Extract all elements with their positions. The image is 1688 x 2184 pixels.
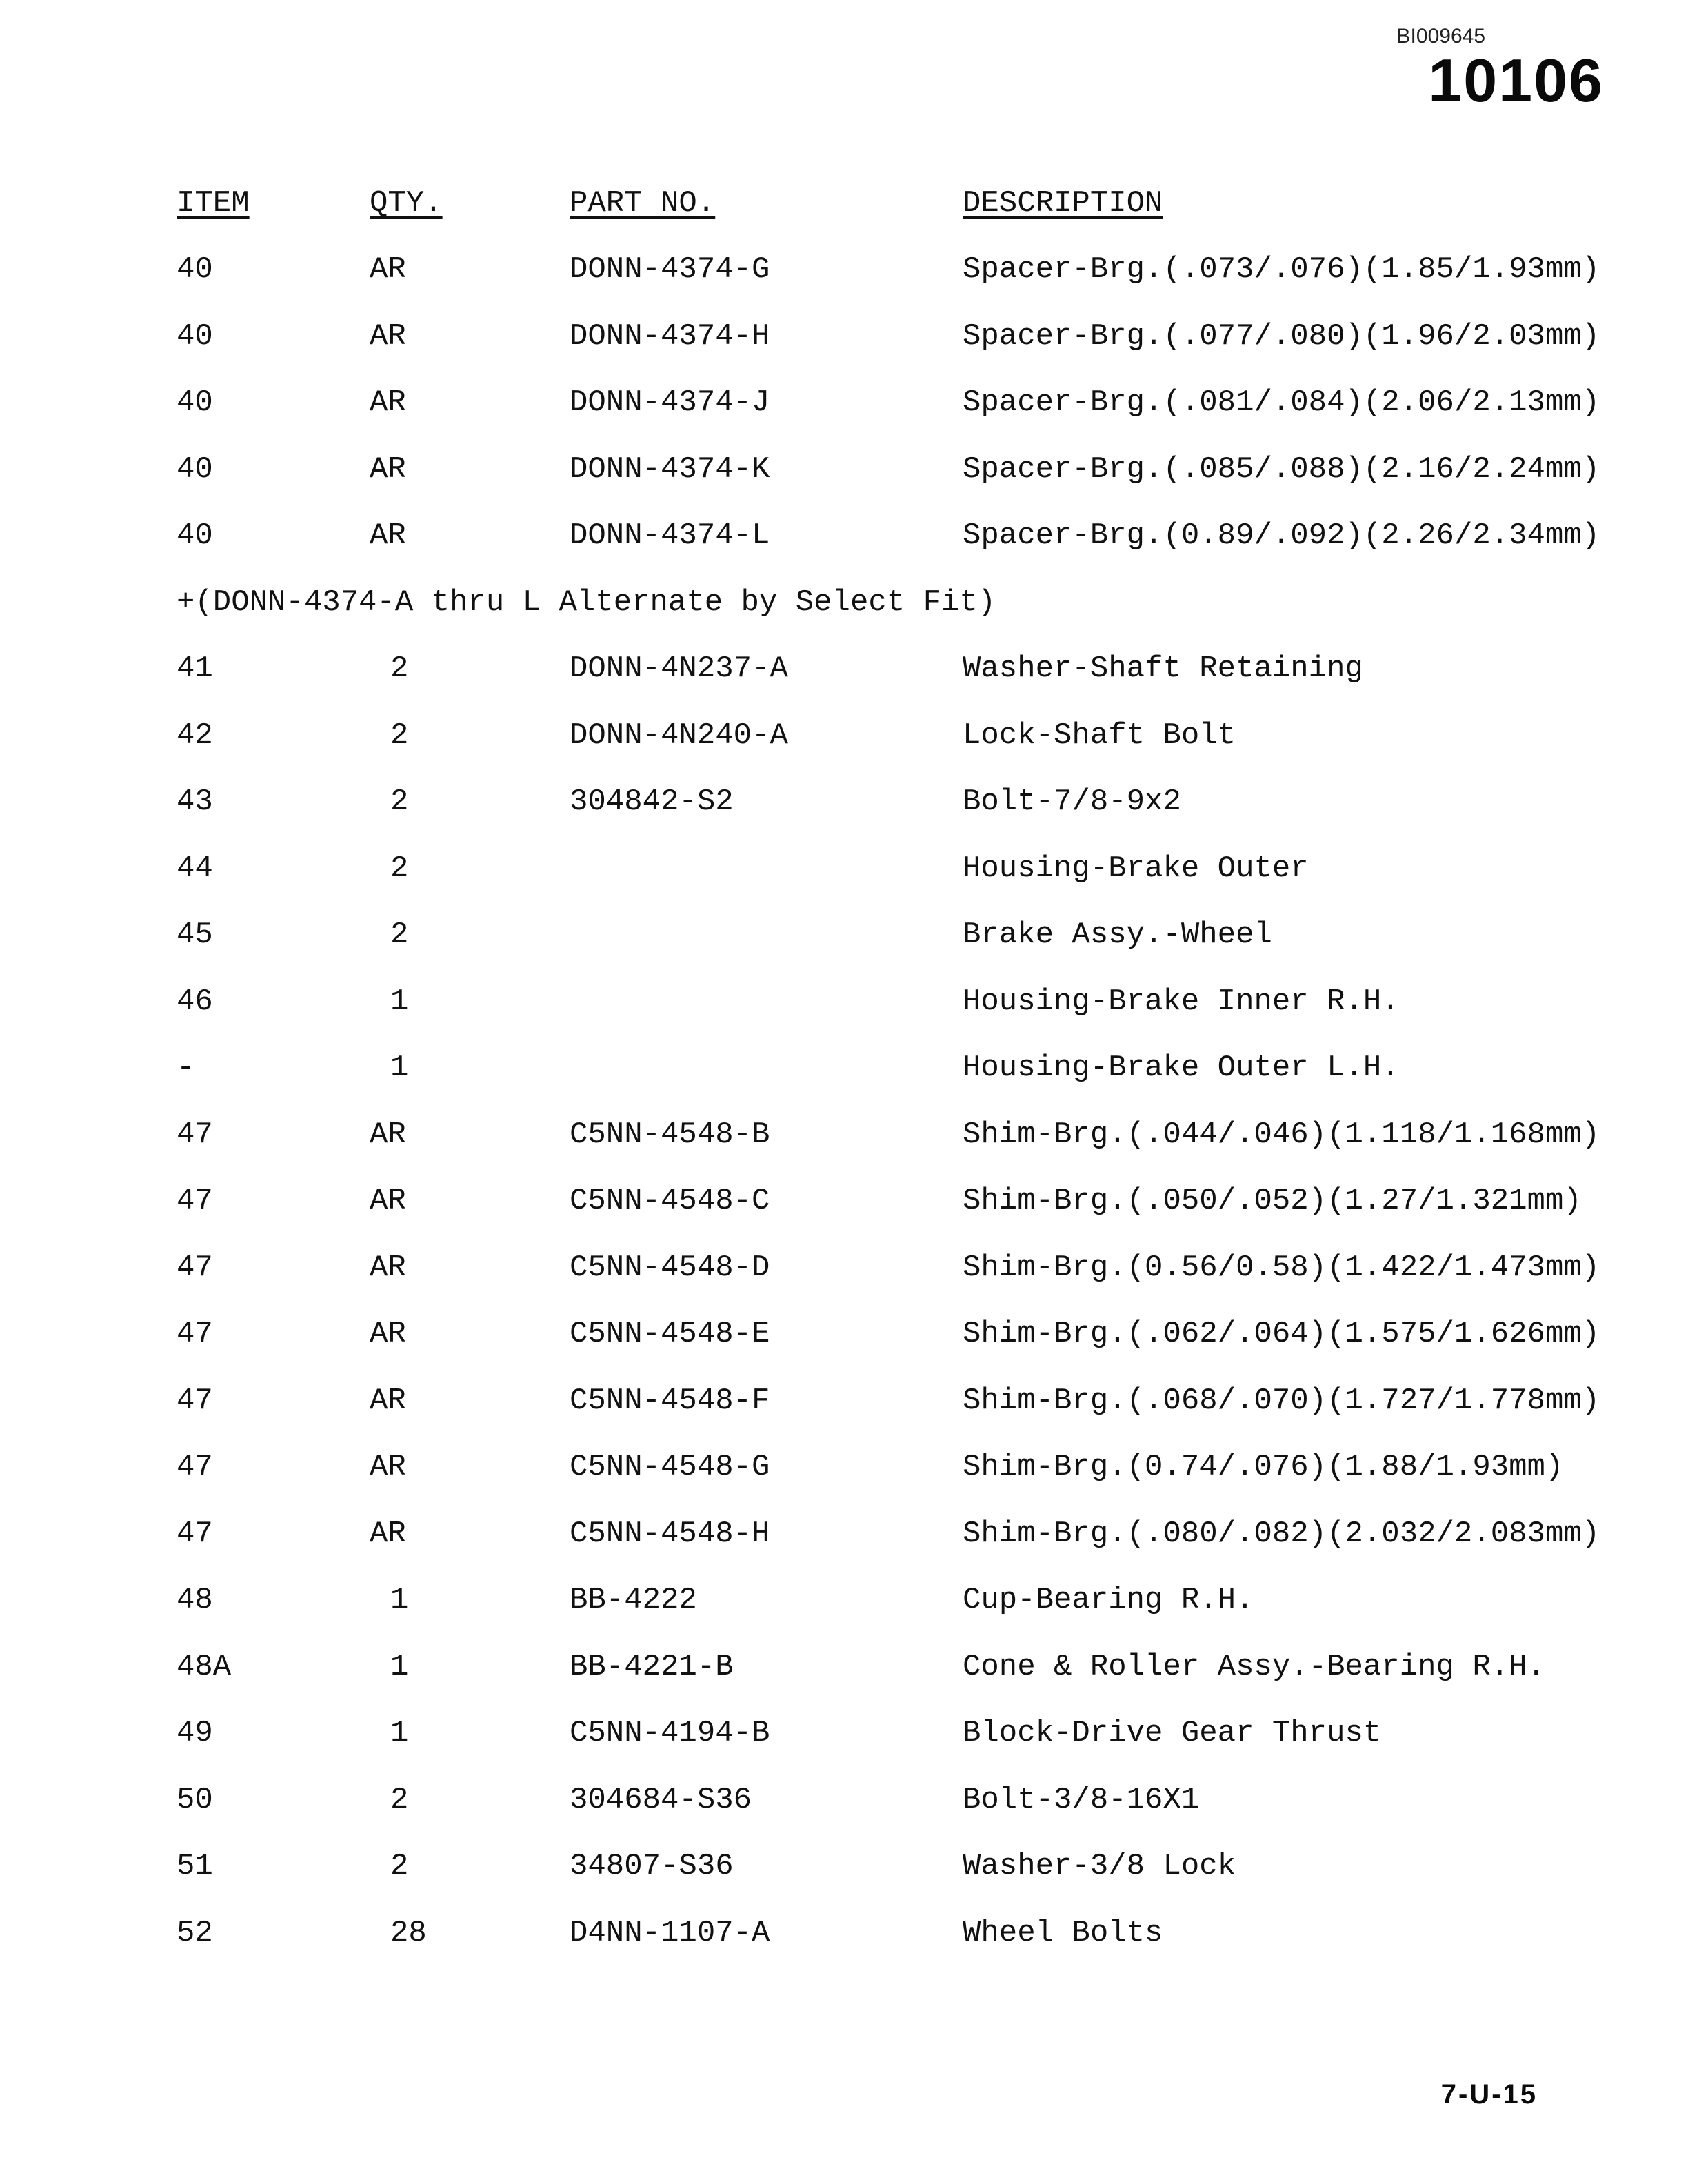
qty-cell: 1 xyxy=(390,1051,409,1085)
description-cell: Spacer-Brg.(.081/.084)(2.06/2.13mm) xyxy=(963,385,1600,420)
table-body-parts xyxy=(177,651,1659,1982)
description-cell: Brake Assy.-Wheel xyxy=(963,918,1272,952)
item-cell: 49 xyxy=(177,1716,213,1750)
part-number-cell: C5NN-4548-G xyxy=(570,1450,770,1484)
description-cell: Block-Drive Gear Thrust xyxy=(963,1716,1382,1750)
parts-table xyxy=(177,186,1659,1982)
qty-cell: AR xyxy=(370,518,406,553)
description-cell: Wheel Bolts xyxy=(963,1915,1163,1950)
qty-cell: 2 xyxy=(390,1782,409,1817)
table-row xyxy=(177,918,1659,984)
page-reference: 7-U-15 xyxy=(1440,2079,1538,2110)
qty-cell: 28 xyxy=(390,1915,427,1950)
item-cell: 51 xyxy=(177,1849,213,1883)
table-row xyxy=(177,1916,1659,1983)
description-cell: Cone & Roller Assy.-Bearing R.H. xyxy=(963,1649,1545,1684)
table-row xyxy=(177,1517,1659,1584)
part-number-cell: DONN-4374-K xyxy=(570,452,770,487)
item-cell: 47 xyxy=(177,1117,213,1152)
part-number-cell: DONN-4374-G xyxy=(570,252,770,287)
item-cell: 46 xyxy=(177,984,213,1019)
part-number-cell: C5NN-4548-F xyxy=(570,1383,770,1418)
part-number-cell: 304842-S2 xyxy=(570,785,734,819)
column-header-item: ITEM xyxy=(177,186,250,221)
qty-cell: 2 xyxy=(390,718,409,753)
part-number-cell: D4NN-1107-A xyxy=(570,1915,770,1950)
table-row xyxy=(177,718,1659,785)
qty-cell: 2 xyxy=(390,651,409,686)
qty-cell: AR xyxy=(370,1317,406,1351)
description-cell: Washer-Shaft Retaining xyxy=(963,651,1363,686)
item-cell: 41 xyxy=(177,651,213,686)
qty-cell: AR xyxy=(370,318,406,354)
table-row xyxy=(177,851,1659,918)
part-number-cell: C5NN-4548-E xyxy=(570,1317,770,1351)
qty-cell: AR xyxy=(370,1516,406,1551)
table-row xyxy=(177,319,1659,386)
item-cell: 48A xyxy=(177,1649,232,1684)
table-row xyxy=(177,1118,1659,1184)
description-cell: Shim-Brg.(.080/.082)(2.032/2.083mm) xyxy=(963,1516,1600,1551)
part-number-cell: 304684-S36 xyxy=(570,1782,752,1817)
part-number-cell: C5NN-4548-H xyxy=(570,1516,770,1551)
qty-cell: 1 xyxy=(390,1649,409,1684)
item-cell: 50 xyxy=(177,1782,213,1817)
qty-cell: AR xyxy=(370,1450,406,1484)
table-row xyxy=(177,1051,1659,1118)
item-cell: 40 xyxy=(177,318,213,354)
qty-cell: 2 xyxy=(390,785,409,819)
description-cell: Bolt-7/8-9x2 xyxy=(963,785,1181,819)
item-cell: 40 xyxy=(177,452,213,487)
part-number-cell: 34807-S36 xyxy=(570,1849,734,1883)
table-row xyxy=(177,1783,1659,1850)
description-cell: Shim-Brg.(.044/.046)(1.118/1.168mm) xyxy=(963,1117,1600,1152)
table-row xyxy=(177,1384,1659,1450)
item-cell: 45 xyxy=(177,918,213,952)
table-row xyxy=(177,1716,1659,1783)
item-cell: 47 xyxy=(177,1450,213,1484)
qty-cell: AR xyxy=(370,252,406,287)
table-row xyxy=(177,1583,1659,1650)
item-cell: 47 xyxy=(177,1317,213,1351)
table-row xyxy=(177,1450,1659,1517)
item-cell: 47 xyxy=(177,1250,213,1285)
table-row xyxy=(177,452,1659,519)
item-cell: 43 xyxy=(177,785,213,819)
description-cell: Cup-Bearing R.H. xyxy=(963,1583,1254,1617)
table-row xyxy=(177,1650,1659,1717)
description-cell: Spacer-Brg.(.077/.080)(1.96/2.03mm) xyxy=(963,318,1600,354)
item-cell: 40 xyxy=(177,518,213,553)
description-cell: Shim-Brg.(.062/.064)(1.575/1.626mm) xyxy=(963,1317,1600,1351)
item-cell: 48 xyxy=(177,1583,213,1617)
document-number: 10106 xyxy=(1428,46,1604,114)
table-row xyxy=(177,385,1659,452)
qty-cell: 1 xyxy=(390,1716,409,1750)
description-cell: Shim-Brg.(.050/.052)(1.27/1.321mm) xyxy=(963,1184,1582,1218)
description-cell: Shim-Brg.(0.74/.076)(1.88/1.93mm) xyxy=(963,1450,1564,1484)
item-cell: 42 xyxy=(177,718,213,753)
table-row xyxy=(177,1184,1659,1251)
table-row xyxy=(177,1251,1659,1317)
item-cell: 40 xyxy=(177,252,213,287)
table-row xyxy=(177,1317,1659,1384)
qty-cell: 2 xyxy=(390,918,409,952)
part-number-cell: C5NN-4194-B xyxy=(570,1716,770,1750)
table-row xyxy=(177,984,1659,1051)
item-cell: 47 xyxy=(177,1383,213,1418)
description-cell: Shim-Brg.(.068/.070)(1.727/1.778mm) xyxy=(963,1383,1600,1418)
description-cell: Spacer-Brg.(.085/.088)(2.16/2.24mm) xyxy=(963,452,1600,487)
part-number-cell: DONN-4374-L xyxy=(570,518,770,553)
qty-cell: 2 xyxy=(390,1849,409,1883)
qty-cell: AR xyxy=(370,385,406,420)
part-number-cell: DONN-4N240-A xyxy=(570,718,788,753)
qty-cell: AR xyxy=(370,452,406,487)
table-row xyxy=(177,651,1659,718)
item-cell: 52 xyxy=(177,1915,213,1950)
description-cell: Spacer-Brg.(0.89/.092)(2.26/2.34mm) xyxy=(963,518,1600,553)
description-cell: Housing-Brake Inner R.H. xyxy=(963,984,1400,1019)
part-number-cell: C5NN-4548-C xyxy=(570,1184,770,1218)
table-row xyxy=(177,518,1659,585)
select-fit-note: +(DONN-4374-A thru L Alternate by Select Fit) xyxy=(177,585,996,620)
part-number-cell: C5NN-4548-B xyxy=(570,1117,770,1152)
column-header-qty: QTY. xyxy=(370,186,443,221)
part-number-cell: BB-4221-B xyxy=(570,1649,734,1684)
table-body-spacers xyxy=(177,252,1659,585)
description-cell: Housing-Brake Outer L.H. xyxy=(963,1051,1400,1085)
qty-cell: 1 xyxy=(390,1583,409,1617)
table-row xyxy=(177,1849,1659,1916)
qty-cell: AR xyxy=(370,1184,406,1218)
part-number-cell: BB-4222 xyxy=(570,1583,697,1617)
qty-cell: AR xyxy=(370,1383,406,1418)
part-number-cell: DONN-4374-H xyxy=(570,318,770,354)
qty-cell: AR xyxy=(370,1250,406,1285)
item-cell: 44 xyxy=(177,851,213,886)
item-cell: 47 xyxy=(177,1516,213,1551)
item-cell: 40 xyxy=(177,385,213,420)
select-fit-note-row xyxy=(177,585,1659,652)
column-header-part-no: PART NO. xyxy=(570,186,716,221)
table-header-row xyxy=(177,186,1659,252)
description-cell: Lock-Shaft Bolt xyxy=(963,718,1236,753)
description-cell: Shim-Brg.(0.56/0.58)(1.422/1.473mm) xyxy=(963,1250,1600,1285)
part-number-cell: DONN-4374-J xyxy=(570,385,770,420)
table-row xyxy=(177,252,1659,319)
description-cell: Spacer-Brg.(.073/.076)(1.85/1.93mm) xyxy=(963,252,1600,287)
part-number-cell: DONN-4N237-A xyxy=(570,651,788,686)
column-header-description: DESCRIPTION xyxy=(963,186,1163,221)
table-row xyxy=(177,785,1659,851)
qty-cell: 1 xyxy=(390,984,409,1019)
document-id: BI009645 xyxy=(1396,25,1485,48)
description-cell: Housing-Brake Outer xyxy=(963,851,1309,886)
qty-cell: AR xyxy=(370,1117,406,1152)
item-cell: - xyxy=(177,1051,195,1085)
description-cell: Washer-3/8 Lock xyxy=(963,1849,1236,1883)
description-cell: Bolt-3/8-16X1 xyxy=(963,1782,1200,1817)
part-number-cell: C5NN-4548-D xyxy=(570,1250,770,1285)
item-cell: 47 xyxy=(177,1184,213,1218)
qty-cell: 2 xyxy=(390,851,409,886)
